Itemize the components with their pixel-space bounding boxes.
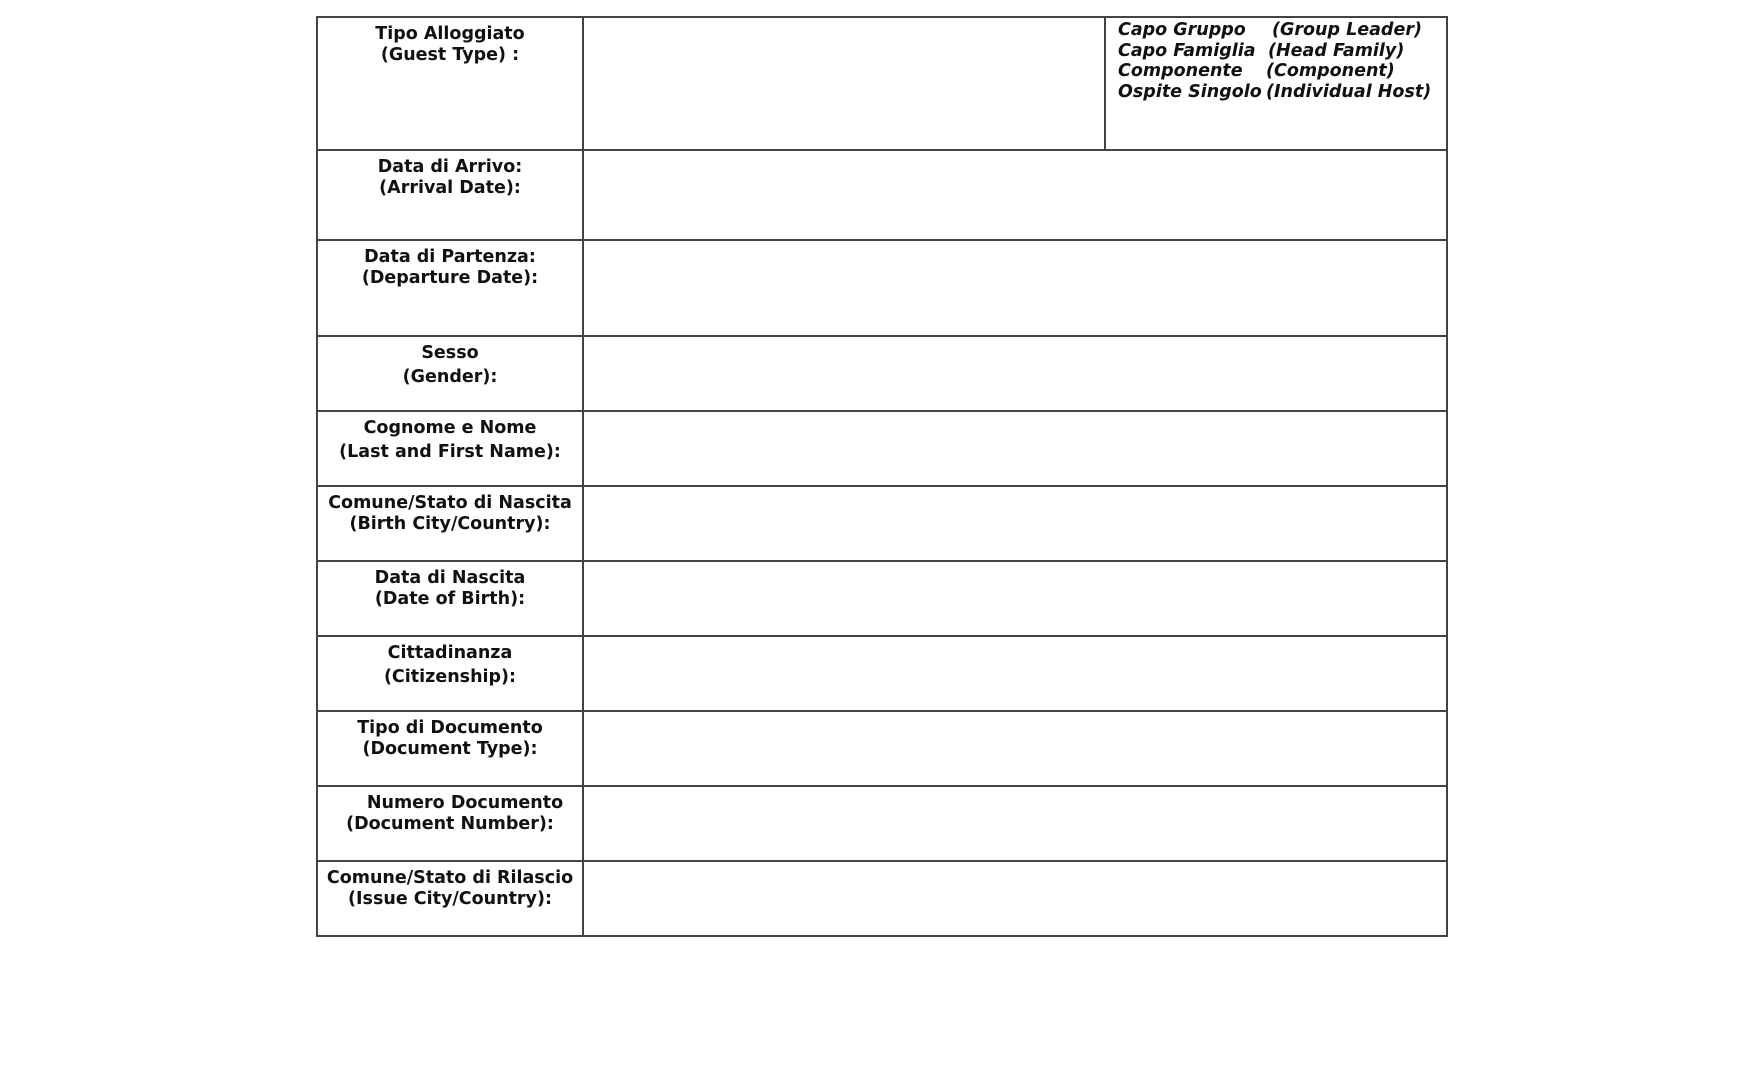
guest-type-option[interactable] [1118,41,1446,62]
guest-type-options [1105,17,1447,150]
gender-label-en: (Gender): [402,367,498,387]
birth-place-label [317,486,583,561]
gender-row [317,336,1447,411]
birth-date-field[interactable] [583,561,1447,636]
document-type-row [317,711,1447,786]
guest-type-row [317,17,1447,150]
birth-place-row [317,486,1447,561]
citizenship-label [317,636,583,711]
guest-registration-form [316,16,1448,937]
departure-date-label [317,240,583,336]
issue-place-field[interactable] [583,861,1447,936]
option-label-it: Capo Gruppo [1118,20,1246,40]
birth-place-label-en: (Birth City/Country): [349,514,551,534]
document-type-label-it: Tipo di Documento [357,718,543,738]
birth-date-label [317,561,583,636]
document-number-label-en: (Document Number): [346,814,554,834]
guest-type-label-en: (Guest Type) : [380,45,520,65]
citizenship-field[interactable] [583,636,1447,711]
departure-date-row [317,240,1447,336]
arrival-date-label-en: (Arrival Date): [379,178,521,198]
option-label-it: Ospite Singolo [1118,81,1262,102]
document-number-label-it-1: Numero [366,793,445,813]
document-number-label-it-2: Documento [450,793,564,813]
departure-date-label-it: Data di Partenza: [364,247,536,267]
arrival-date-row [317,150,1447,240]
option-label-en: (Component) [1266,61,1395,81]
issue-place-label-en: (Issue City/Country): [348,889,552,909]
birth-place-label-it: Comune/Stato di Nascita [328,493,572,513]
issue-place-label [317,861,583,936]
arrival-date-label-it: Data di Arrivo: [377,157,523,177]
arrival-date-label [317,150,583,240]
document-number-field[interactable] [583,786,1447,861]
document-type-field[interactable] [583,711,1447,786]
birth-place-field[interactable] [583,486,1447,561]
name-label-en: (Last and First Name): [339,442,561,462]
guest-type-option[interactable] [1118,20,1446,41]
option-label-en: (Head Family) [1268,40,1405,61]
issue-place-row [317,861,1447,936]
departure-date-label-en: (Departure Date): [361,268,539,288]
citizenship-label-en: (Citizenship): [383,667,517,687]
document-number-label-it [318,793,582,814]
guest-type-field[interactable] [583,17,1105,150]
guest-type-option[interactable] [1118,61,1446,82]
name-label-it: Cognome e Nome [363,418,537,438]
document-number-row [317,786,1447,861]
arrival-date-field[interactable] [583,150,1447,240]
document-number-label [317,786,583,861]
gender-label [317,336,583,411]
citizenship-row [317,636,1447,711]
birth-date-label-it: Data di Nascita [374,568,526,588]
guest-type-label [317,17,583,150]
birth-date-row [317,561,1447,636]
name-row [317,411,1447,486]
gender-label-it: Sesso [421,343,479,363]
birth-date-label-en: (Date of Birth): [374,589,526,609]
citizenship-label-it: Cittadinanza [387,643,513,663]
option-label-en: (Individual Host) [1266,81,1432,102]
guest-type-label-it: Tipo Alloggiato [375,24,525,44]
departure-date-field[interactable] [583,240,1447,336]
option-label-en: (Group Leader) [1272,20,1422,40]
document-type-label [317,711,583,786]
option-label-it: Capo Famiglia [1118,40,1256,61]
gender-field[interactable] [583,336,1447,411]
guest-type-option[interactable] [1118,82,1446,103]
issue-place-label-it: Comune/Stato di Rilascio [326,868,574,888]
document-type-label-en: (Document Type): [362,739,538,759]
name-label [317,411,583,486]
name-field[interactable] [583,411,1447,486]
option-label-it: Componente [1118,61,1243,81]
